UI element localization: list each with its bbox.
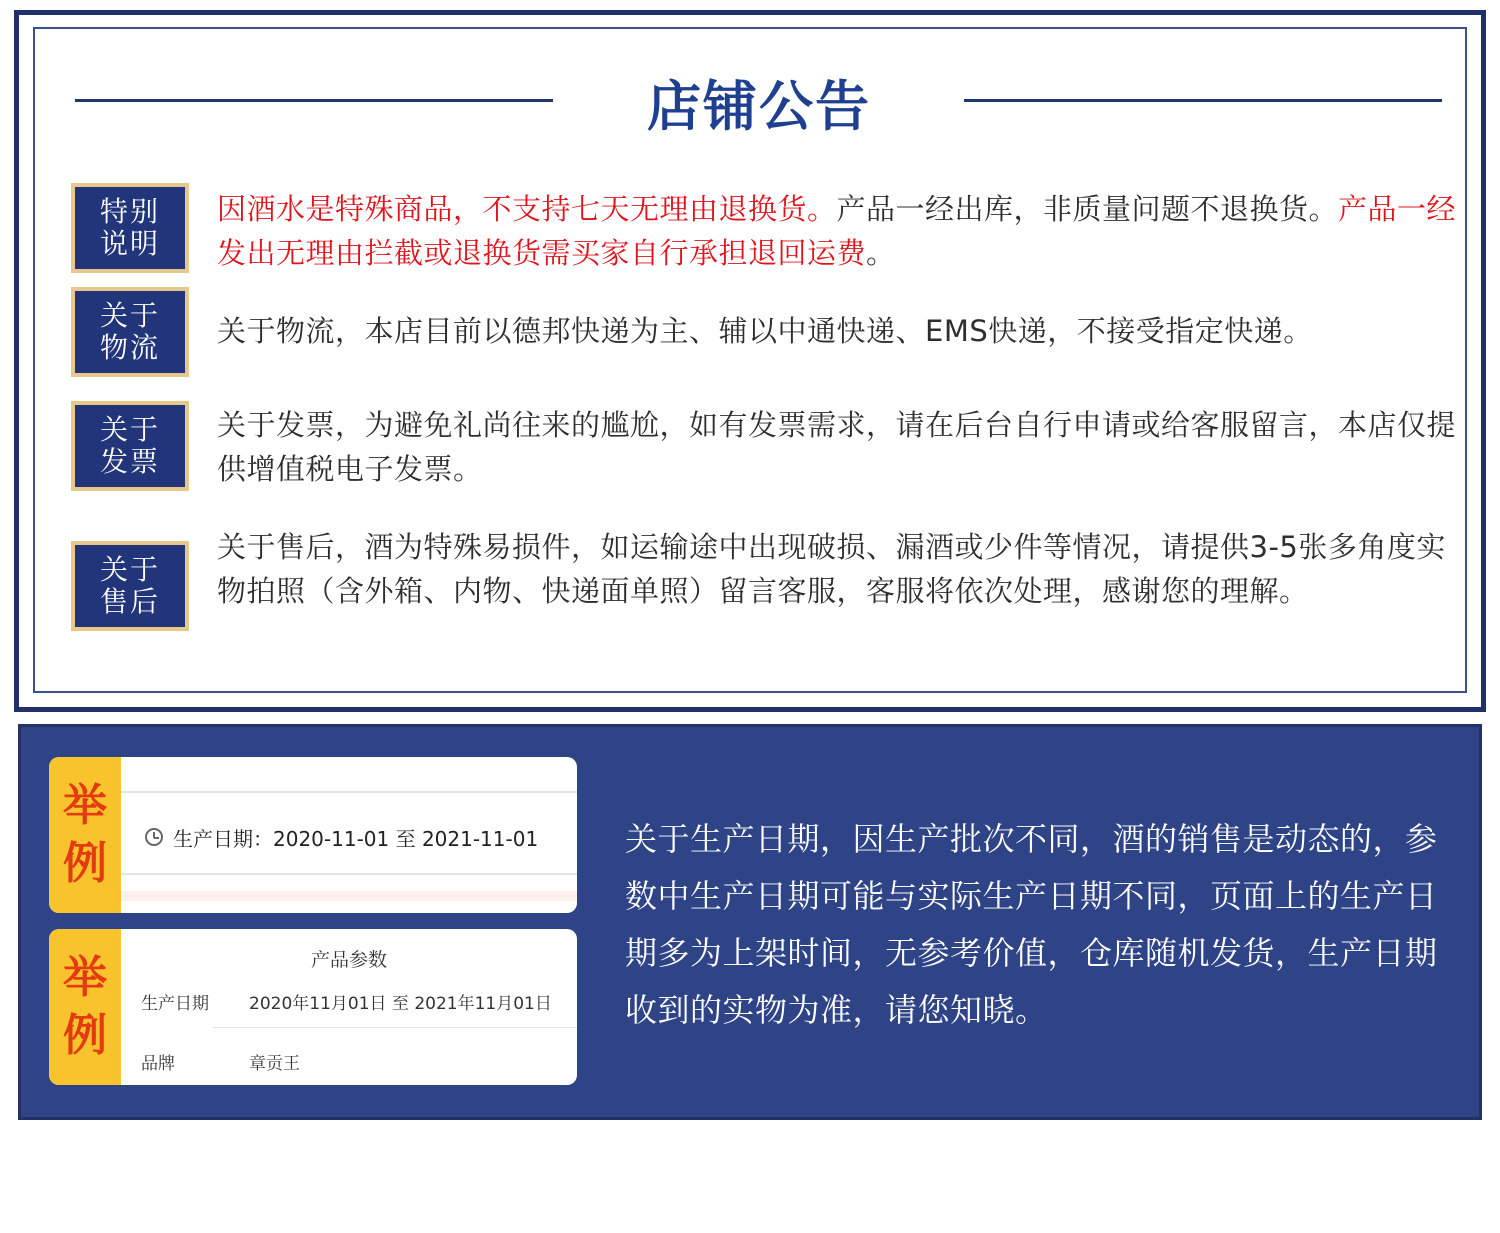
example-tab-label: 举例 xyxy=(63,780,107,889)
notice-plain-text: 。 xyxy=(866,236,896,270)
example-tab xyxy=(49,929,121,1085)
badge-logistics xyxy=(71,287,189,377)
example-card-1 xyxy=(49,757,577,913)
param-row xyxy=(141,1049,565,1074)
example-tab-label: 举例 xyxy=(63,952,107,1061)
badge-after-sales xyxy=(71,541,189,631)
divider xyxy=(213,1027,577,1028)
badge-label: 关于售后 xyxy=(99,553,160,618)
production-date-text: 生产日期：2020-11-01 至 2021-11-01 xyxy=(173,826,539,851)
production-date-note: 关于生产日期，因生产批次不同，酒的销售是动态的，参数中生产日期可能与实际生产日期不同，页面上的生产日期多为上架时间，无参考价值，仓库随机发货，生产日期收到的实物为准，请您知晓。 xyxy=(625,820,1438,1029)
notice-red-text: 产品一经发出无理由拦截或退换货需买家自行承担退回运费 xyxy=(217,192,1457,270)
notice-plain-text: 产品一经出库，非质量问题不退换货。 xyxy=(836,192,1339,226)
title-divider-left xyxy=(75,99,553,102)
notice-title: 店铺公告 xyxy=(647,75,871,138)
production-date-panel xyxy=(18,724,1482,1120)
production-date-line xyxy=(145,817,567,857)
param-value: 章贡王 xyxy=(249,1054,300,1074)
clock-icon xyxy=(145,828,163,846)
badge-invoice xyxy=(71,401,189,491)
notice-red-text: 因酒水是特殊商品，不支持七天无理由退换货。 xyxy=(217,192,837,226)
badge-label: 特别说明 xyxy=(99,195,160,260)
store-notice-panel xyxy=(14,10,1486,712)
example-card-2 xyxy=(49,929,577,1085)
divider xyxy=(121,873,577,875)
title-divider-right xyxy=(964,99,1442,102)
notice-item-after-sales: 关于售后，酒为特殊易损件，如运输途中出现破损、漏酒或少件等情况，请提供3-5张多角度实物拍照（含外箱、内物、快递面单照）留言客服，客服将依次处理，感谢您的理解。 xyxy=(217,530,1446,608)
decorative-band xyxy=(121,891,577,901)
badge-label: 关于发票 xyxy=(99,413,160,478)
example-tab xyxy=(49,757,121,913)
notice-item-special xyxy=(217,187,1467,275)
notice-item-invoice: 关于发票，为避免礼尚往来的尴尬，如有发票需求，请在后台自行申请或给客服留言，本店仅提供增值税电子发票。 xyxy=(217,408,1457,486)
param-key: 品牌 xyxy=(141,1054,175,1074)
badge-special-note xyxy=(71,183,189,273)
product-params-heading: 产品参数 xyxy=(310,949,387,971)
param-key: 生产日期 xyxy=(141,994,209,1014)
notice-item-logistics: 关于物流，本店目前以德邦快递为主、辅以中通快递、EMS快递，不接受指定快递。 xyxy=(217,314,1313,348)
divider xyxy=(121,791,577,793)
param-row xyxy=(141,989,565,1014)
badge-label: 关于物流 xyxy=(99,299,160,364)
param-value: 2020年11月01日 至 2021年11月01日 xyxy=(249,994,552,1014)
